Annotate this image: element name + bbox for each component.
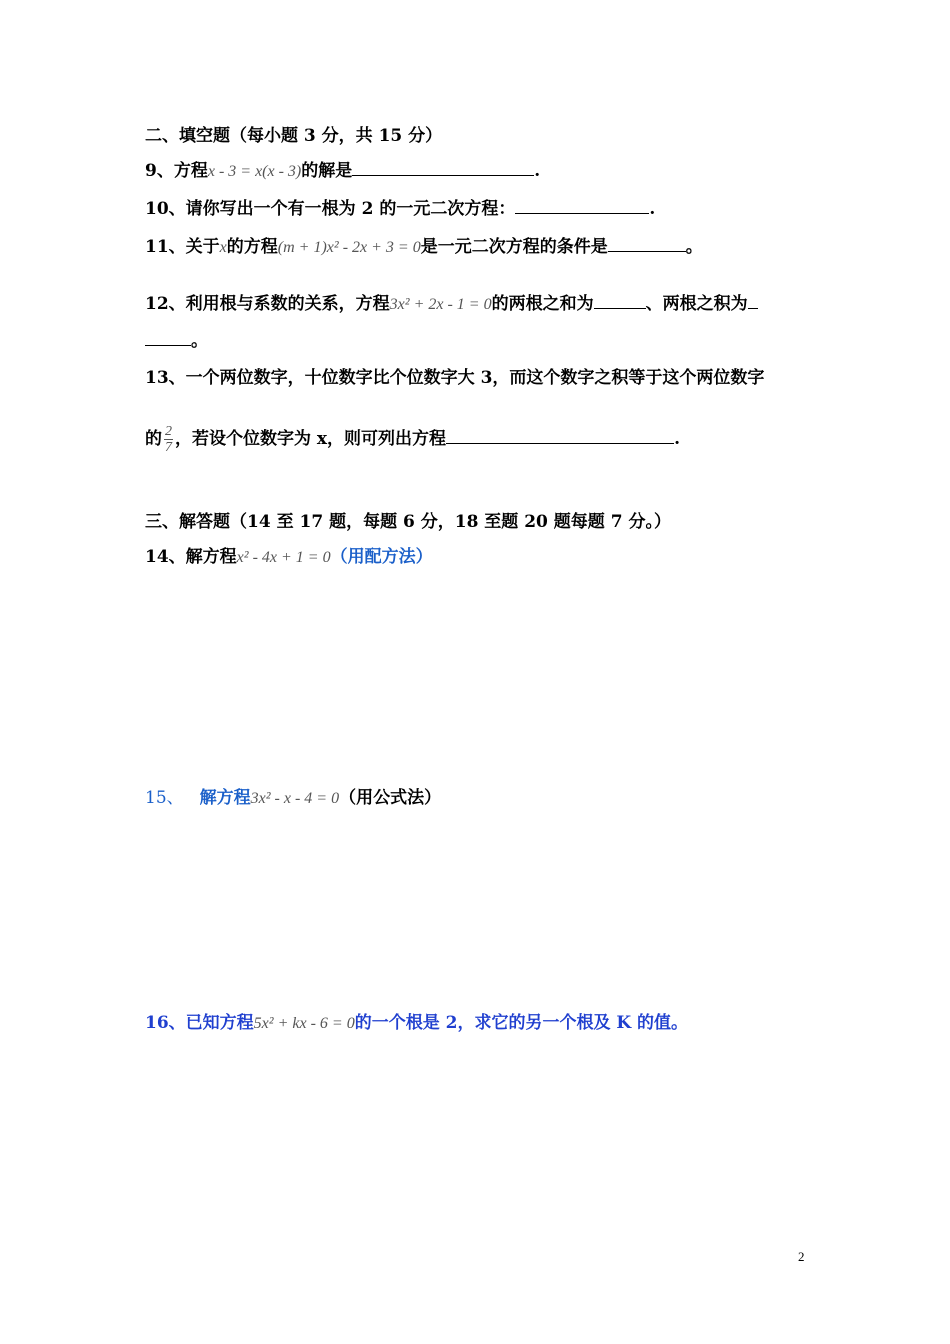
q16-equation: 5x² + kx - 6 = 0 — [253, 1015, 355, 1032]
question-9 — [145, 159, 540, 184]
q11-variable: x — [219, 239, 227, 256]
question-12 — [145, 292, 758, 317]
q14-equation: x² - 4x + 1 = 0 — [236, 549, 331, 566]
q9-answer-blank[interactable] — [352, 159, 534, 176]
q10-end: . — [649, 199, 656, 219]
q13-mid: ，若设个位数字为 x，则可列出方程 — [175, 429, 447, 449]
q12-mid: 的两根之和为 — [491, 294, 594, 314]
q15-equation: 3x² - x - 4 = 0 — [250, 790, 340, 807]
q12-product-blank-start[interactable] — [748, 292, 758, 309]
q12-mid2: 、两根之积为 — [645, 294, 748, 314]
question-13-line1: 13、一个两位数字，十位数字比个位数字大 3，而这个数字之积等于这个两位数字 — [145, 368, 765, 388]
q12-product-blank[interactable] — [145, 329, 191, 346]
q10-text: 10、请你写出一个有一根为 2 的一元二次方程： — [145, 199, 516, 219]
q13-answer-blank[interactable] — [446, 427, 674, 444]
q13-prefix: 的 — [145, 429, 162, 449]
q9-prefix: 9、方程 — [145, 161, 208, 181]
q16-prefix: 16、已知方程 — [145, 1013, 254, 1033]
question-13-line2 — [145, 424, 680, 455]
question-10 — [145, 197, 655, 221]
q14-prefix: 14、解方程 — [145, 547, 237, 567]
q10-answer-blank[interactable] — [515, 197, 649, 214]
q15-method: （用公式法） — [339, 788, 442, 808]
question-15 — [145, 786, 441, 811]
q15-prefix: 解方程 — [199, 788, 251, 808]
q9-suffix: 的解是 — [301, 161, 353, 181]
q13-fraction-numerator: 2 — [165, 424, 172, 439]
q13-fraction-denominator: 7 — [165, 440, 172, 455]
q14-method: （用配方法） — [330, 547, 433, 567]
q15-number: 15、 — [145, 788, 184, 808]
question-11 — [145, 235, 703, 260]
q13-end: . — [674, 429, 680, 449]
q11-end: 。 — [685, 237, 703, 257]
q13-fraction — [164, 424, 173, 455]
q9-equation: x - 3 = x(x - 3) — [207, 163, 302, 180]
section2-heading: 二、填空题（每小题 3 分，共 15 分） — [145, 126, 443, 146]
q12-prefix: 12、利用根与系数的关系，方程 — [145, 294, 390, 314]
q12-sum-blank[interactable] — [594, 292, 646, 309]
section3-heading: 三、解答题（14 至 17 题，每题 6 分，18 至题 20 题每题 7 分。） — [145, 512, 671, 532]
q11-answer-blank[interactable] — [608, 235, 686, 252]
question-16 — [145, 1011, 688, 1036]
question-14 — [145, 545, 433, 570]
q11-prefix: 11、关于 — [145, 237, 220, 257]
question-12-continued — [145, 329, 208, 353]
q11-suffix: 是一元二次方程的条件是 — [420, 237, 608, 257]
q12-equation: 3x² + 2x - 1 = 0 — [389, 296, 492, 313]
page-number: 2 — [798, 1249, 805, 1264]
q16-suffix: 的一个根是 2，求它的另一个根及 K 的值。 — [354, 1013, 689, 1033]
q12-end: 。 — [191, 331, 208, 351]
q11-mid: 的方程 — [226, 237, 278, 257]
q9-end: . — [534, 161, 541, 181]
q11-equation: (m + 1)x² - 2x + 3 = 0 — [277, 239, 421, 256]
